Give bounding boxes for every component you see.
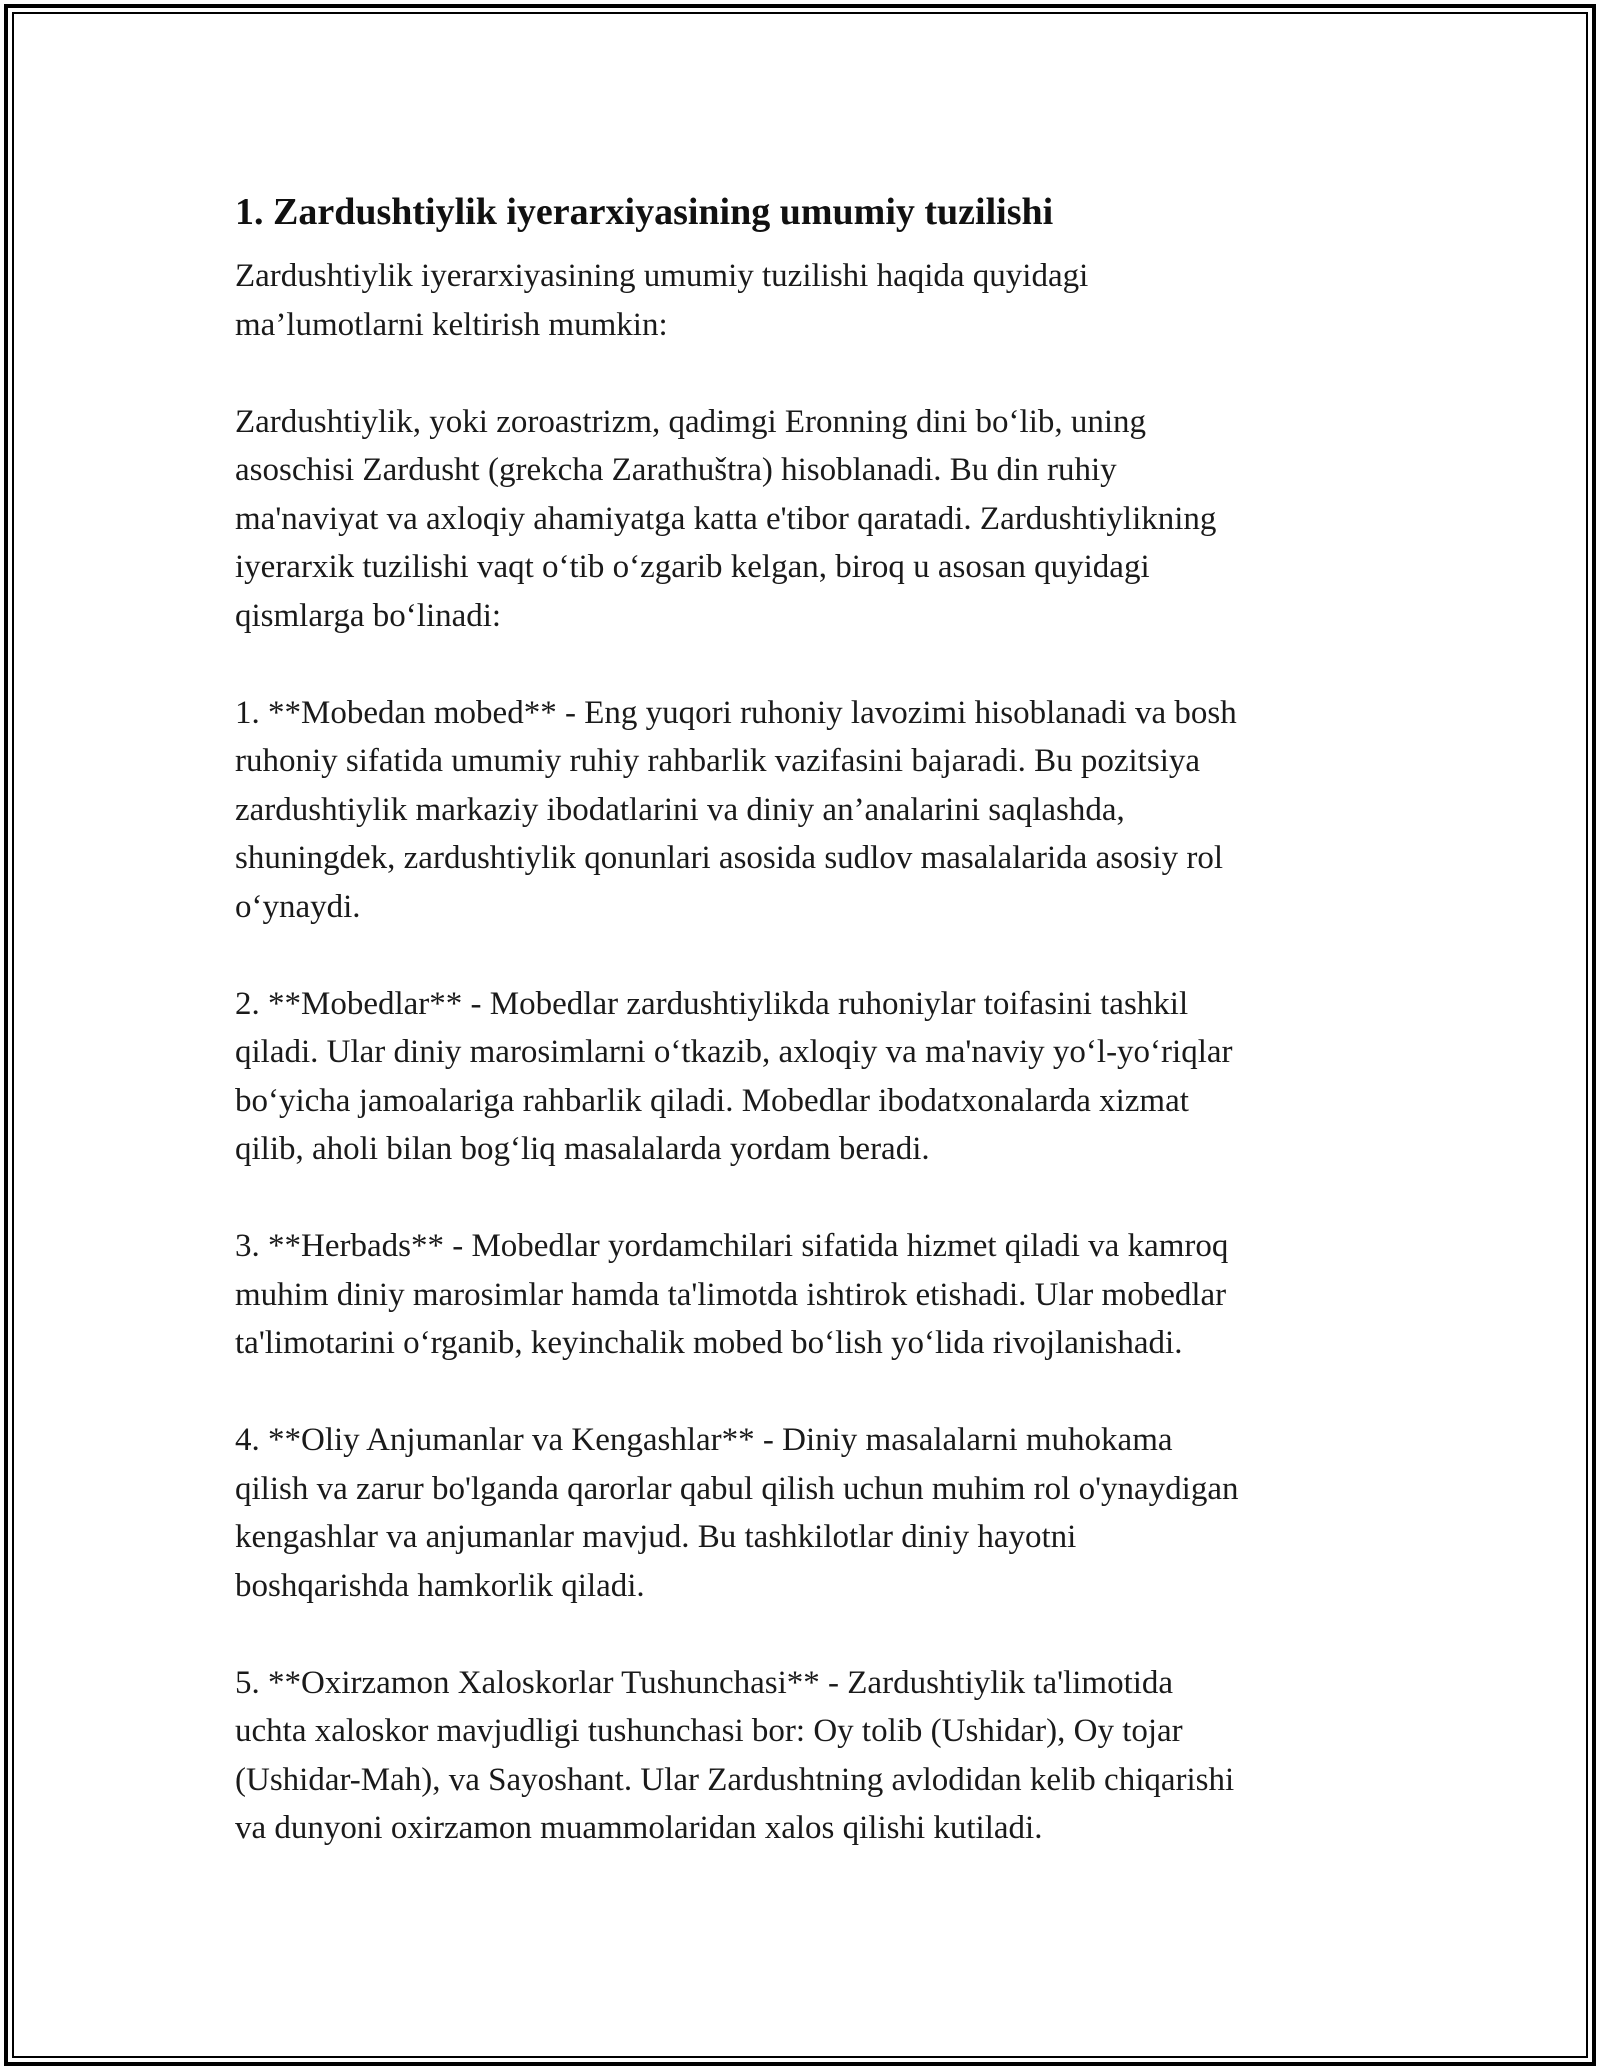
document-body [235, 188, 1365, 1901]
list-item-oliy-anjumanlar [235, 1416, 1365, 1610]
text-line: muhim diniy marosimlar hamda ta'limotda ishtirok etishadi. Ular mobedlar [235, 1276, 1227, 1313]
text-line: Zardushtiylik iyerarxiyasining umumiy tuzilishi haqida quyidagi [235, 258, 1089, 294]
text-line: 3. **Herbads** - Mobedlar yordamchilari sifatida hizmet qiladi va kamroq [235, 1228, 1229, 1264]
text-line: kengashlar va anjumanlar mavjud. Bu tashkilotlar diniy hayotni [235, 1519, 1077, 1555]
section-heading: 1. Zardushtiylik iyerarxiyasining umumiy tuzilishi [235, 191, 1054, 233]
text-line: Zardushtiylik, yoki zoroastrizm, qadimgi Eronning dini bo‘lib, uning [235, 403, 1147, 440]
paragraph-intro [235, 252, 1365, 349]
list-item-herbads [235, 1222, 1365, 1368]
text-line: 1. **Mobedan mobed** - Eng yuqori ruhoniy lavozimi hisoblanadi va bosh [235, 694, 1237, 731]
text-line: 5. **Oxirzamon Xaloskorlar Tushunchasi** - Zardushtiylik ta'limotida [235, 1664, 1174, 1701]
text-line: asoschisi Zardusht (grekcha Zarathuštra) hisoblanadi. Bu din ruhiy [235, 452, 1117, 488]
text-line: boshqarishda hamkorlik qiladi. [235, 1567, 645, 1604]
list-item-oxirzamon-xaloskorlar [235, 1659, 1365, 1853]
text-line: 4. **Oliy Anjumanlar va Kengashlar** - Diniy masalalarni muhokama [235, 1422, 1173, 1458]
text-line: qiladi. Ular diniy marosimlarni o‘tkazib, axloqiy va ma'naviy yo‘l-yo‘riqlar [235, 1034, 1233, 1070]
text-line: qismlarga bo‘linadi: [235, 597, 502, 634]
text-line: ma’lumotlarni keltirish mumkin: [235, 306, 668, 343]
list-item-mobedlar [235, 980, 1365, 1174]
text-line: qilish va zarur bo'lganda qarorlar qabul qilish uchun muhim rol o'ynaydigan [235, 1470, 1239, 1507]
list-item-mobedan-mobed [235, 689, 1365, 932]
text-line: ta'limotarini o‘rganib, keyinchalik mobed bo‘lish yo‘lida rivojlanishadi. [235, 1325, 1183, 1361]
text-line: iyerarxik tuzilishi vaqt o‘tib o‘zgarib kelgan, biroq u asosan quyidagi [235, 549, 1150, 585]
text-line: uchta xaloskor mavjudligi tushunchasi bor: Oy tolib (Ushidar), Oy tojar [235, 1713, 1183, 1749]
text-line: qilib, aholi bilan bog‘liq masalalarda yordam beradi. [235, 1131, 930, 1167]
paragraph-overview [235, 398, 1365, 641]
text-line: (Ushidar-Mah), va Sayoshant. Ular Zardushtning avlodidan kelib chiqarishi [235, 1761, 1235, 1798]
text-line: ma'naviyat va axloqiy ahamiyatga katta e'tibor qaratadi. Zardushtiylikning [235, 500, 1217, 537]
text-line: zardushtiylik markaziy ibodatlarini va diniy an’analarini saqlashda, [235, 791, 1125, 828]
text-line: bo‘yicha jamoalariga rahbarlik qiladi. Mobedlar ibodatxonalarda xizmat [235, 1082, 1189, 1119]
text-line: ruhoniy sifatida umumiy ruhiy rahbarlik vazifasini bajaradi. Bu pozitsiya [235, 743, 1201, 779]
text-line: va dunyoni oxirzamon muammolaridan xalos qilishi kutiladi. [235, 1810, 1043, 1846]
text-line: shuningdek, zardushtiylik qonunlari asosida sudlov masalalarida asosiy rol [235, 840, 1223, 876]
text-line: 2. **Mobedlar** - Mobedlar zardushtiylikda ruhoniylar toifasini tashkil [235, 985, 1189, 1022]
text-line: o‘ynaydi. [235, 888, 361, 925]
